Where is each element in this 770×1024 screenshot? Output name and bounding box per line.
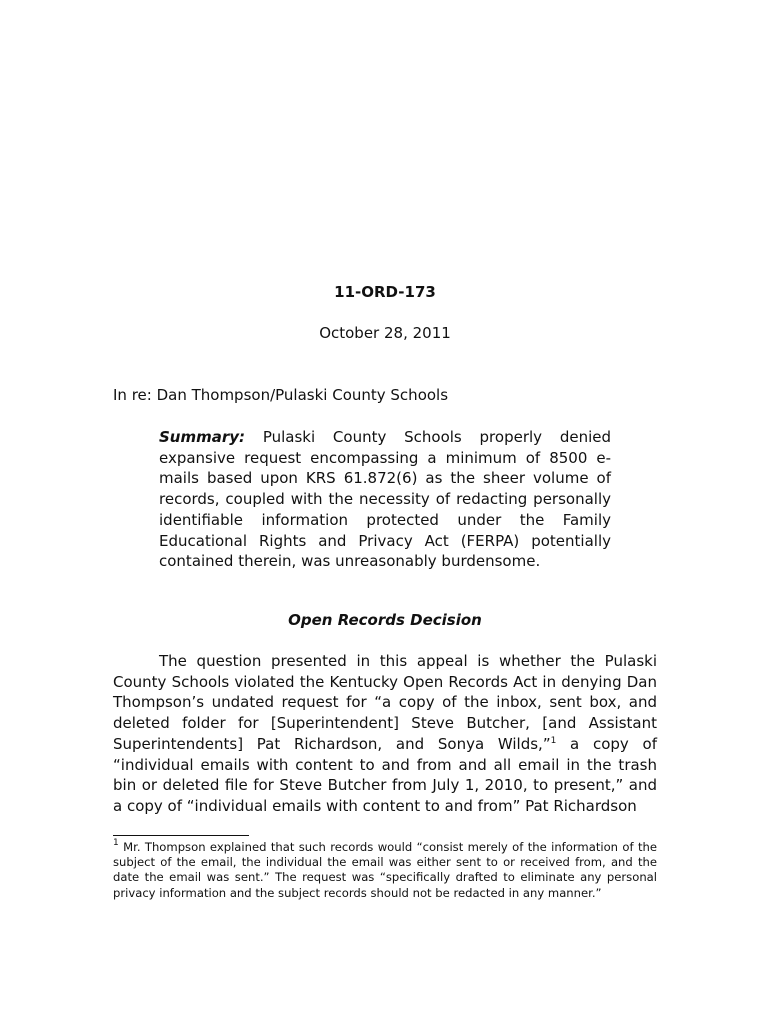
body-text-part1: The question presented in this appeal is whether the Pulaski County Schools violated the Kentucky Open Records Act in denying Dan Thompson’s undated request for “a copy of the inbox, sent box, and deleted folder for [Superintendent] Steve Butcher, [and Assistant Superintendents] Pat Richardson, and Sonya Wilds,”: [113, 652, 657, 753]
body-text-part2: a copy of “individual emails with content to and from and all email in the trash bin or deleted file for Steve Butcher from July 1, 2010, to present,” and a copy of “individual emails with content to and from” Pat Richardson: [113, 734, 657, 815]
summary-text: Pulaski County Schools properly denied expansive request encompassing a minimum of 8500 e-mails based upon KRS 61.872(6) as the sheer volume of records, coupled with the necessity of redacting personally identifiable information protected under the Family Educational Rights and Privacy Act (FERPA) potentially contained therein, was unreasonably burdensome.: [159, 428, 611, 571]
footnote: [113, 840, 657, 901]
footnote-number: 1: [113, 838, 119, 848]
case-caption: In re: Dan Thompson/Pulaski County Schools: [113, 386, 449, 404]
footnote-divider: [113, 835, 249, 836]
decision-number: 11-ORD-173: [334, 283, 436, 301]
summary-label: Summary:: [159, 428, 246, 446]
decision-date: October 28, 2011: [319, 324, 451, 342]
summary-block: [159, 427, 611, 572]
footnote-reference: 1: [550, 735, 557, 746]
body-paragraph: [113, 651, 657, 817]
footnote-text: Mr. Thompson explained that such records would “consist merely of the information of the subject of the email, the individual the email was either sent to or received from, and the date the email was sent.” The request was “specifically drafted to eliminate any personal privacy information and the subject records should not be redacted in any manner.”: [113, 840, 657, 900]
section-heading: Open Records Decision: [288, 611, 482, 629]
